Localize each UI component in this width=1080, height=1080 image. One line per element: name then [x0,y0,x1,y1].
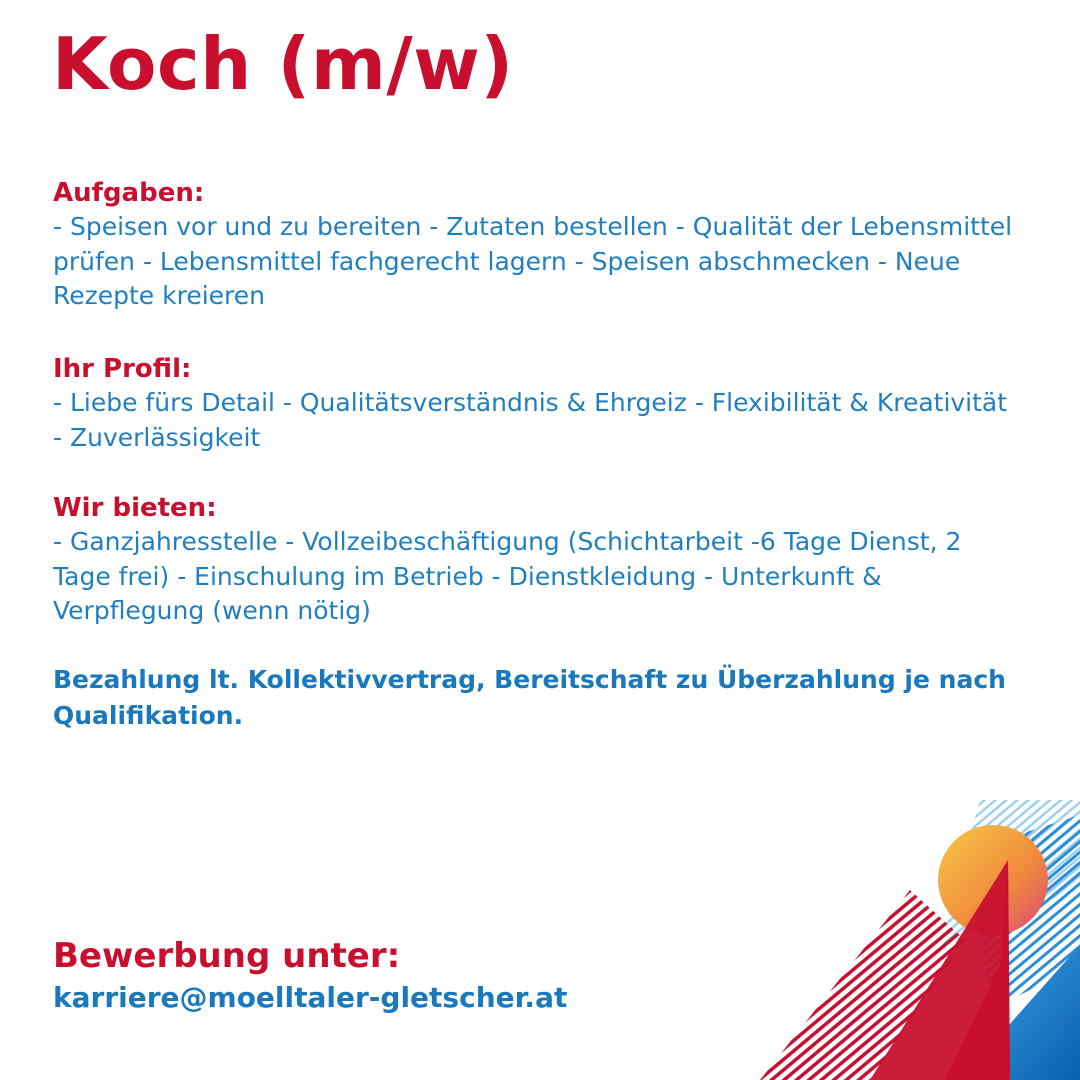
section-text-profile: - Liebe fürs Detail - Qualitätsverständnis & Ehrgeiz - Flexibilität & Kreativität - Zuverlässigkeit [53,388,1008,452]
section-offer [53,491,1013,629]
section-heading-tasks: Aufgaben: [53,178,205,208]
mountain-logo-graphic [760,795,1080,1080]
section-text-tasks: - Speisen vor und zu bereiten - Zutaten bestellen - Qualität der Lebensmittel prüfen - Lebensmittel fachgerecht lagern - Speisen abschmecken - Neue Rezepte kreieren [53,212,1013,310]
job-title: Koch (m/w) [52,22,514,106]
section-profile [53,352,1013,455]
section-tasks [53,176,1013,314]
section-heading-profile: Ihr Profil: [53,354,192,384]
apply-heading: Bewerbung unter: [53,936,401,976]
apply-email-link[interactable]: karriere@moelltaler-gletscher.at [53,981,568,1014]
section-heading-offer: Wir bieten: [53,493,217,523]
section-text-offer: - Ganzjahresstelle - Vollzeibeschäftigung (Schichtarbeit -6 Tage Dienst, 2 Tage frei) - Einschulung im Betrieb - Dienstkleidung - Unterkunft & Verpflegung (wenn nötig) [53,527,962,625]
payment-note: Bezahlung lt. Kollektivvertrag, Bereitschaft zu Überzahlung je nach Qualifikation. [53,665,1006,730]
